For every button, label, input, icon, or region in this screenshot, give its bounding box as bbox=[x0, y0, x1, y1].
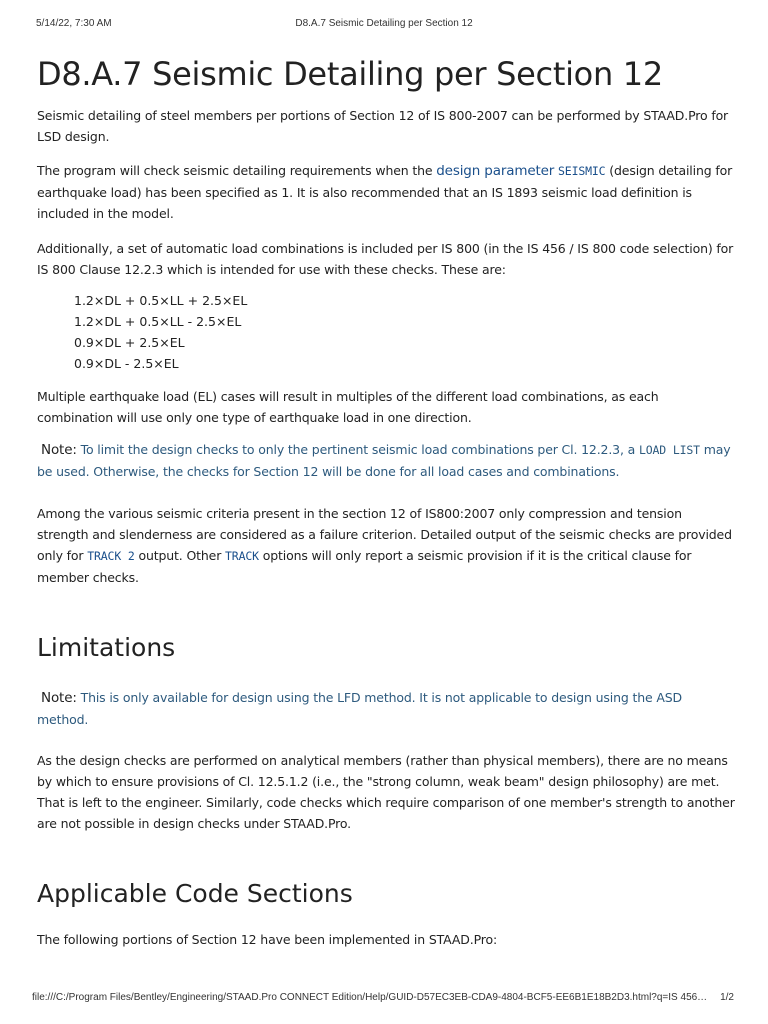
applicable-code-sections-heading: Applicable Code Sections bbox=[37, 879, 353, 908]
design-parameter-link[interactable]: design parameter bbox=[436, 163, 555, 179]
load-combination-item: 1.2×DL + 0.5×LL + 2.5×EL bbox=[74, 293, 248, 308]
print-page-number: 1/2 bbox=[720, 992, 734, 1003]
load-combinations-paragraph: Additionally, a set of automatic load combinations is included per IS 800 (in the IS 456 / IS 800 code selection) for IS 800 Clause 12.2.3 which is intended for use with these checks. These are: bbox=[37, 241, 734, 277]
seismic-code: SEISMIC bbox=[558, 164, 606, 178]
print-file-url: file:///C:/Program Files/Bentley/Engineering/STAAD.Pro CONNECT Edition/Help/GUID-D57EC3EB-CDA9-4804-BCF5-EE6B1E18B2D3.html?q=IS 456… bbox=[32, 992, 708, 1003]
note-label: Note: bbox=[41, 690, 77, 706]
track-2-code: TRACK 2 bbox=[87, 549, 135, 563]
load-combination-list bbox=[37, 290, 737, 374]
page-title: D8.A.7 Seismic Detailing per Section 12 bbox=[37, 55, 663, 93]
load-combination-item: 1.2×DL + 0.5×LL - 2.5×EL bbox=[74, 314, 242, 329]
print-header bbox=[36, 18, 732, 32]
document-content bbox=[37, 52, 737, 950]
seismic-criteria-paragraph: Among the various seismic criteria present in the section 12 of IS800:2007 only compression and tension strength and slenderness are considered as a failure criterion. Detailed output of the seismic checks are provided only for TRACK 2 output. Other TRACK options will only report a seismic provision if it is the critical clause for member checks. bbox=[37, 506, 732, 585]
track-code: TRACK bbox=[225, 549, 259, 563]
print-footer bbox=[32, 992, 734, 1006]
load-combination-item: 0.9×DL - 2.5×EL bbox=[74, 356, 179, 371]
seismic-parameter-paragraph: The program will check seismic detailing requirements when the design parameter SEISMIC (design detailing for earthquake load) has been specified as 1. It is also recommended that an IS 1893 seismic load definition is included in the model. bbox=[37, 163, 733, 221]
load-combination-item: 0.9×DL + 2.5×EL bbox=[74, 335, 185, 350]
print-page-title: D8.A.7 Seismic Detailing per Section 12 bbox=[295, 18, 473, 29]
load-list-code: LOAD LIST bbox=[638, 443, 700, 457]
limitations-heading: Limitations bbox=[37, 633, 176, 662]
earthquake-load-paragraph: Multiple earthquake load (EL) cases will result in multiples of the different load combinations, as each combination will use only one type of earthquake load in one direction. bbox=[37, 389, 659, 425]
note-label: Note: bbox=[41, 442, 77, 458]
intro-paragraph: Seismic detailing of steel members per portions of Section 12 of IS 800-2007 can be performed by STAAD.Pro for LSD design. bbox=[37, 108, 729, 144]
lfd-method-note: Note: This is only available for design using the LFD method. It is not applicable to design using the ASD method. bbox=[37, 690, 683, 727]
applicable-sections-paragraph: The following portions of Section 12 have been implemented in STAAD.Pro: bbox=[37, 932, 498, 947]
limitations-paragraph: As the design checks are performed on analytical members (rather than physical members), there are no means by which to ensure provisions of Cl. 12.5.1.2 (i.e., the "strong column, weak beam" design philosophy) are met. That is left to the engineer. Similarly, code checks which require comparison of one member's strength to another are not possible in design checks under STAAD.Pro. bbox=[37, 753, 735, 831]
load-list-note: Note: To limit the design checks to only the pertinent seismic load combinations per Cl. 12.2.3, a LOAD LIST may be used. Otherwise, the checks for Section 12 will be done for all load cases and combinations. bbox=[37, 442, 731, 479]
print-datetime: 5/14/22, 7:30 AM bbox=[36, 18, 112, 29]
